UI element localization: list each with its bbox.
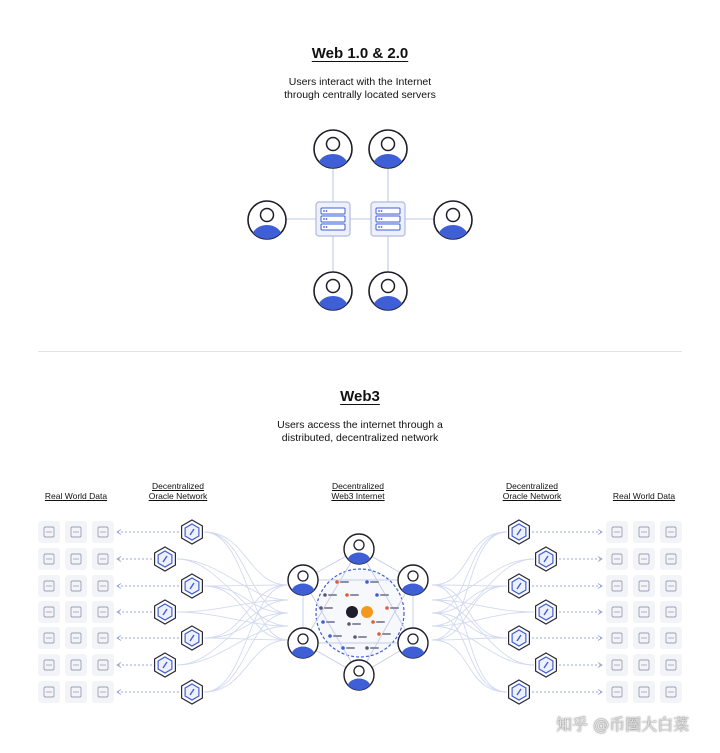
oracle-node-icon [182,520,203,544]
oracle-node-icon [155,547,176,571]
label-oracle-left-line2: Oracle Network [148,491,208,501]
web2-subtitle-line1: Users interact with the Internet [288,76,432,88]
label-internet-line1: Decentralized [332,481,384,491]
oracle-node-icon [536,600,557,624]
oracle-node-icon [509,574,530,598]
label-real-world-data-left: Real World Data [44,491,108,501]
web3-subtitle-line1: Users access the internet through a [277,419,443,431]
label-oracle-right-line1: Decentralized [506,481,558,491]
web2-title: Web 1.0 & 2.0 [311,45,409,62]
user-icon [398,628,428,666]
label-oracle-right-line2: Oracle Network [502,491,562,501]
oracle-node-icon [182,626,203,650]
web3-subtitle-line2: distributed, decentralized network [281,432,439,444]
label-internet-line2: Web3 Internet [331,491,385,501]
web3-internet-hub [303,549,413,675]
user-icon [288,628,318,666]
oracle-node-icon [509,520,530,544]
oracle-node-icon [536,547,557,571]
oracle-node-icon [182,574,203,598]
web2-subtitle-line2: through centrally located servers [284,89,436,101]
label-oracle-left-line1: Decentralized [152,481,204,491]
label-real-world-data-right: Real World Data [612,491,676,501]
web3-title: Web3 [340,388,380,405]
ethereum-icon [346,606,358,618]
oracle-node-icon [155,653,176,677]
oracle-node-icon [509,626,530,650]
bitcoin-icon [361,606,373,618]
oracle-node-icon [182,680,203,704]
user-icon [344,660,374,698]
oracle-node-icon [536,653,557,677]
watermark: 知乎 @币圈大白菜 [556,715,690,734]
oracle-node-icon [509,680,530,704]
oracle-node-icon [155,600,176,624]
